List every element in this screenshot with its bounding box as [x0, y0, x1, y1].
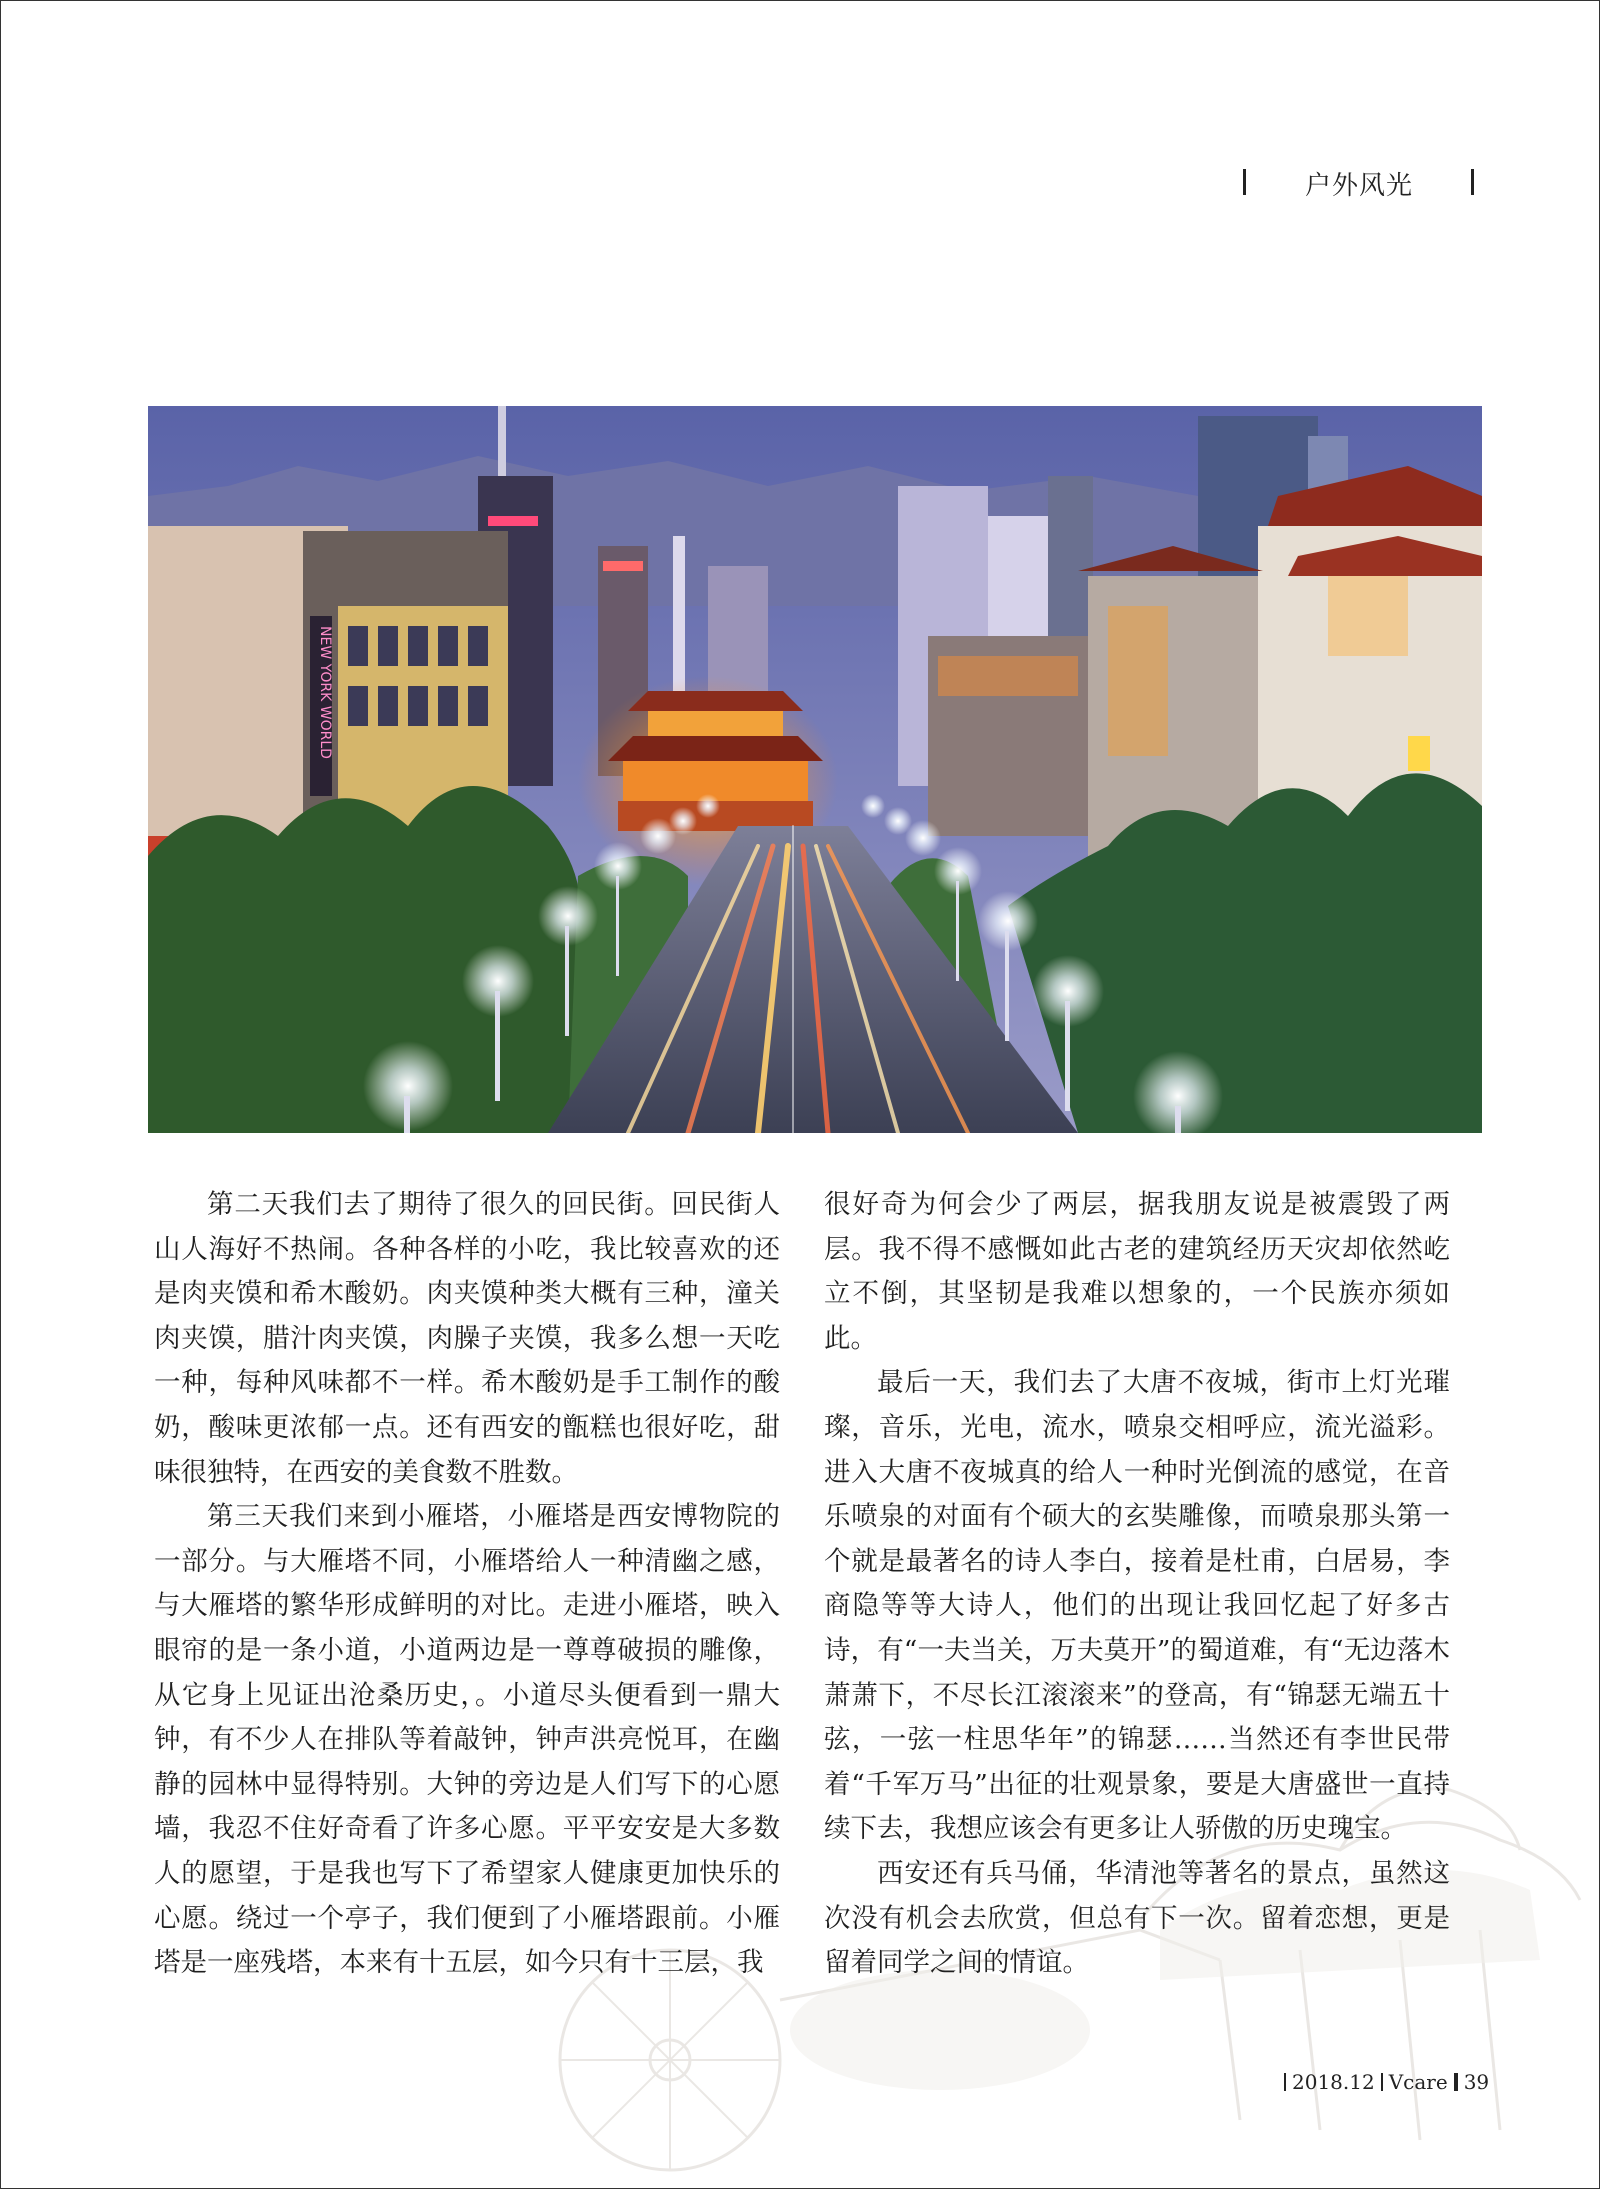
section-header	[1235, 165, 1475, 201]
page-footer	[1278, 2070, 1489, 2094]
paragraph-datang-everbright-city: 最后一天，我们去了大唐不夜城，街市上灯光璀璨，音乐，光电，流水，喷泉交相呼应，流光溢彩。进入大唐不夜城真的给人一种时光倒流的感觉，在音乐喷泉的对面有个硕大的玄奘雕像，而喷泉那头第一个就是最著名的诗人李白，接着是杜甫，白居易，李商隐等等大诗人，他们的出现让我回忆起了好多古诗，有“一夫当关，万夫莫开”的蜀道难，有“无边落木萧萧下，不尽长江滚滚来”的登高，有“锦瑟无端五十弦，一弦一柱思华年”的锦瑟……当然还有李世民带着“千军万马”出征的壮观景象，要是大唐盛世一直持续下去，我想应该会有更多让人骄傲的历史瑰宝。	[824, 1367, 1450, 1845]
neon-sign: NEW YORK WORLD	[317, 626, 333, 759]
article-column-right	[824, 1183, 1450, 1986]
paragraph-closing: 西安还有兵马俑，华清池等著名的景点，虽然这次没有机会去欣赏，但总有下一次。留着恋想，更是留着同学之间的情谊。	[824, 1857, 1450, 1979]
paragraph-huimin-street: 第二天我们去了期待了很久的回民街。回民街人山人海好不热闹。各种各样的小吃，我比较喜欢的还是肉夹馍和希木酸奶。肉夹馍种类大概有三种，潼关肉夹馍，腊汁肉夹馍，肉臊子夹馍，我多么想一天吃一种，每种风味都不一样。希木酸奶是手工制作的酸奶，酸味更浓郁一点。还有西安的甑糕也很好吃，甜味很独特，在西安的美食数不胜数。	[154, 1189, 780, 1488]
footer-magazine: Vcare	[1388, 2070, 1448, 2094]
paragraph-small-goose-pagoda: 第三天我们来到小雁塔，小雁塔是西安博物院的一部分。与大雁塔不同，小雁塔给人一种清幽之感，与大雁塔的繁华形成鲜明的对比。走进小雁塔，映入眼帘的是一条小道，小道两边是一尊尊破损的雕像，从它身上见证出沧桑历史，。小道尽头便看到一鼎大钟，有不少人在排队等着敲钟，钟声洪亮悦耳，在幽静的园林中显得特别。大钟的旁边是人们写下的心愿墙，我忍不住好奇看了许多心愿。平平安安是大多数人的愿望，于是我也写下了希望家人健康更加快乐的心愿。绕过一个亭子，我们便到了小雁塔跟前。小雁塔是一座残塔，本来有十五层，如今只有十三层，我	[154, 1501, 780, 1979]
footer-divider	[1454, 2073, 1458, 2091]
footer-divider	[1381, 2073, 1383, 2091]
header-divider-right	[1471, 169, 1474, 195]
page-number: 39	[1463, 2070, 1490, 2094]
section-title: 户外风光	[1305, 171, 1414, 201]
footer-date: 2018.12	[1292, 2070, 1375, 2094]
paragraph-continuation: 很好奇为何会少了两层，据我朋友说是被震毁了两层。我不得不感慨如此古老的建筑经历天灾却依然屹立不倒，其坚韧是我难以想象的，一个民族亦须如此。	[824, 1189, 1450, 1354]
article-column-left	[154, 1183, 780, 1986]
footer-divider	[1284, 2073, 1286, 2091]
header-divider-left	[1243, 169, 1246, 195]
city-night-photo	[148, 406, 1482, 1133]
